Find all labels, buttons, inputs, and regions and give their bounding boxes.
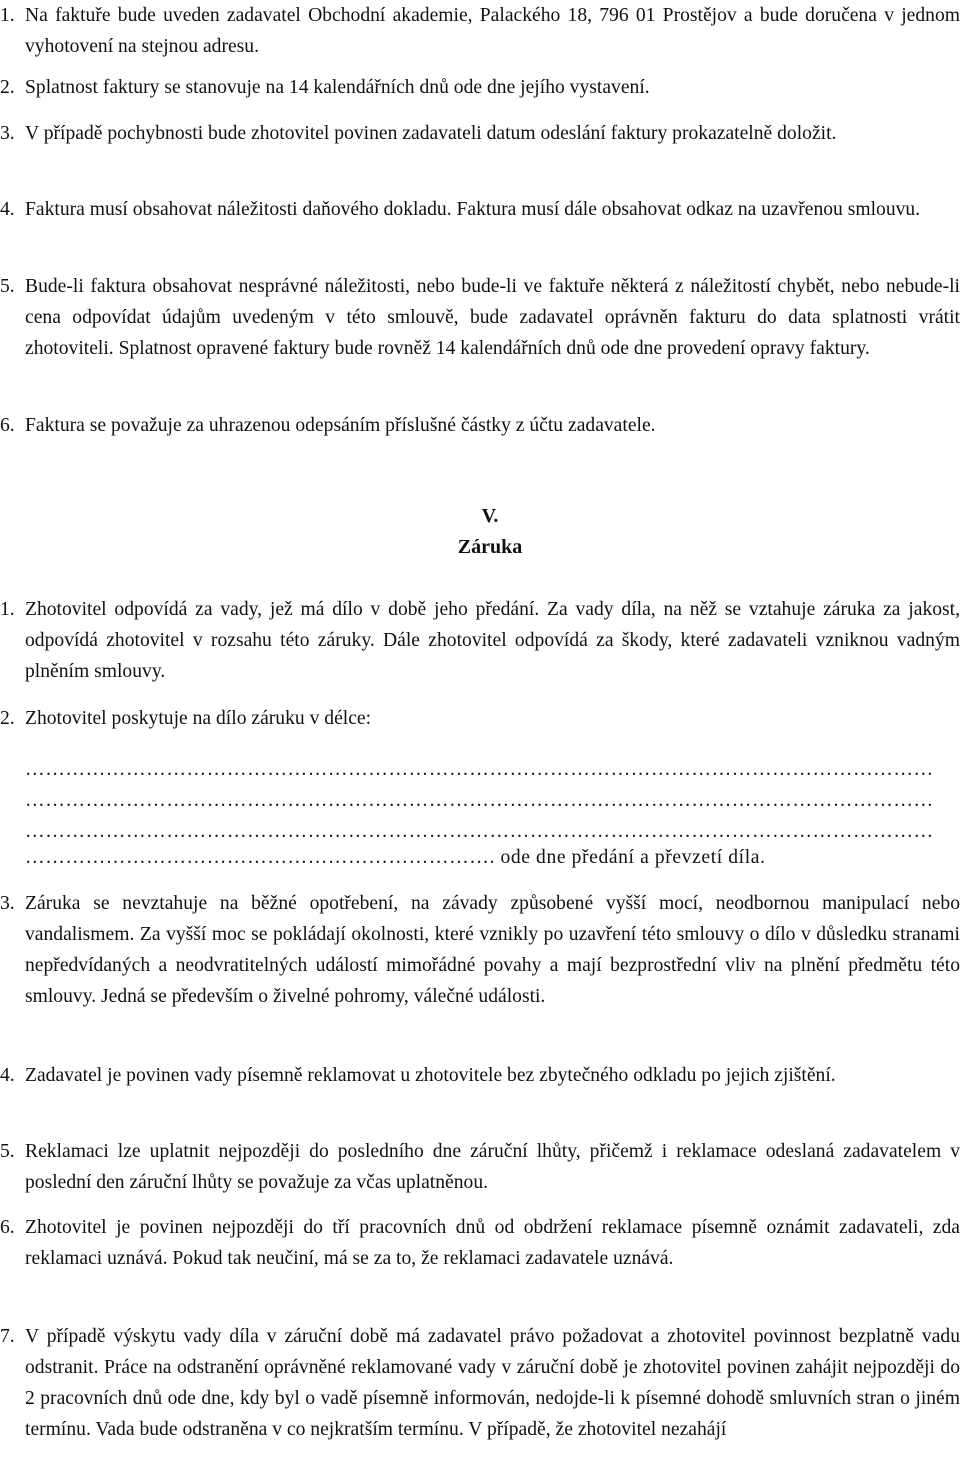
item-text: Reklamaci lze uplatnit nejpozději do posledního dne záruční lhůty, přičemž i reklamace odeslaná zadavatelem v poslední den záruční lhůty se považuje za včas uplatněnou. bbox=[25, 1141, 960, 1193]
list-item bbox=[0, 594, 960, 687]
section-number: V. bbox=[481, 505, 499, 527]
item-number: 5. bbox=[0, 1141, 15, 1162]
item-number: 3. bbox=[0, 123, 15, 144]
item-text: V případě výskytu vady díla v záruční době má zadavatel právo požadovat a zhotovitel povinnost bezplatně vadu odstranit. Práce na odstranění oprávněné reklamované vady v záruční době je zhotovitel povinen zahájit nejpozději do 2 pracovních dnů ode dne, kdy byl o vadě písemně informován, nedojde-li k písemné dohodě smluvních stran o jiném termínu. Vada bude odstraněna v co nejkratším termínu. V případě, že zhotovitel nezahájí bbox=[25, 1326, 960, 1440]
list-item bbox=[0, 410, 960, 441]
item-number: 2. bbox=[0, 77, 15, 98]
list-item bbox=[0, 888, 960, 1012]
item-text: Na faktuře bude uveden zadavatel Obchodní akademie, Palackého 18, 796 01 Prostějov a bude doručena v jednom vyhotovení na stejnou adresu. bbox=[25, 5, 960, 57]
item-text: Bude-li faktura obsahovat nesprávné náležitosti, nebo bude-li ve faktuře některá z náležitostí chybět, nebo nebude-li cena odpovídat údajům uvedeným v této smlouvě, bude zadavatel oprávněn fakturu do data splatnosti vrátit zhotoviteli. Splatnost opravené faktury bude rovněž 14 kalendářních dnů ode dne provedení opravy faktury. bbox=[25, 276, 960, 359]
item-number: 1. bbox=[0, 5, 15, 26]
item-number: 6. bbox=[0, 1217, 15, 1238]
list-item bbox=[0, 194, 960, 225]
item-text: Faktura musí obsahovat náležitosti daňového dokladu. Faktura musí dále obsahovat odkaz na uzavřenou smlouvu. bbox=[25, 199, 921, 220]
item-number: 4. bbox=[0, 199, 15, 220]
item-number: 6. bbox=[0, 415, 15, 436]
blank-fill-line-final bbox=[25, 842, 960, 873]
blank-fill-dots: ……………………………………………………………. bbox=[25, 847, 495, 868]
list-item bbox=[0, 703, 960, 734]
item-number: 1. bbox=[0, 599, 15, 620]
blank-fill-line: ……………………………………………………………………………………………………………………… bbox=[25, 790, 934, 811]
item-text: Zhotovitel odpovídá za vady, jež má dílo v době jeho předání. Za vady díla, na něž se vztahuje záruka za jakost, odpovídá zhotovitel v rozsahu této záruky. Dále zhotovitel odpovídá za škody, které zadavateli vzniknou vadným plněním smlouvy. bbox=[25, 599, 960, 682]
blank-fill-line: ……………………………………………………………………………………………………………………… bbox=[25, 821, 934, 842]
list-item bbox=[0, 0, 960, 62]
item-number: 3. bbox=[0, 893, 15, 914]
section-title: Záruka bbox=[457, 536, 523, 558]
item-text: Záruka se nevztahuje na běžné opotřebení, na závady způsobené vyšší mocí, neodbornou manipulací nebo vandalismem. Za vyšší moc se pokládají okolnosti, které vznikly po uzavření této smlouvy o dílo v důsledku stranami nepředvídaných a neodvratitelných událostí mimořádné povahy a mají bezprostřední vliv na plnění předmětu této smlouvy. Jedná se především o živelné pohromy, válečné události. bbox=[25, 893, 960, 1007]
list-item bbox=[0, 1060, 960, 1091]
item-number: 2. bbox=[0, 708, 15, 729]
list-item bbox=[0, 1321, 960, 1445]
item-text: Zhotovitel je povinen nejpozději do tří pracovních dnů od obdržení reklamace písemně oznámit zadavateli, zda reklamaci uznává. Pokud tak neučiní, má se za to, že reklamaci zadavatele uznává. bbox=[25, 1217, 960, 1269]
item-number: 7. bbox=[0, 1326, 15, 1347]
item-text: Faktura se považuje za uhrazenou odepsáním příslušné částky z účtu zadavatele. bbox=[25, 415, 656, 436]
item-text: Zadavatel je povinen vady písemně reklamovat u zhotovitele bez zbytečného odkladu po jejich zjištění. bbox=[25, 1065, 836, 1086]
list-item bbox=[0, 271, 960, 364]
blank-fill-line: ……………………………………………………………………………………………………………………… bbox=[25, 759, 934, 780]
item-text: V případě pochybnosti bude zhotovitel povinen zadavateli datum odeslání faktury prokazatelně doložit. bbox=[25, 123, 837, 144]
item-number: 4. bbox=[0, 1065, 15, 1086]
item-text: Zhotovitel poskytuje na dílo záruku v délce: bbox=[25, 708, 372, 729]
list-item bbox=[0, 72, 960, 103]
item-number: 5. bbox=[0, 276, 15, 297]
blank-fill-suffix: ode dne předání a převzetí díla. bbox=[494, 847, 766, 868]
list-item bbox=[0, 118, 960, 149]
item-text: Splatnost faktury se stanovuje na 14 kalendářních dnů ode dne jejího vystavení. bbox=[25, 77, 650, 98]
list-item bbox=[0, 1212, 960, 1274]
list-item bbox=[0, 1136, 960, 1198]
